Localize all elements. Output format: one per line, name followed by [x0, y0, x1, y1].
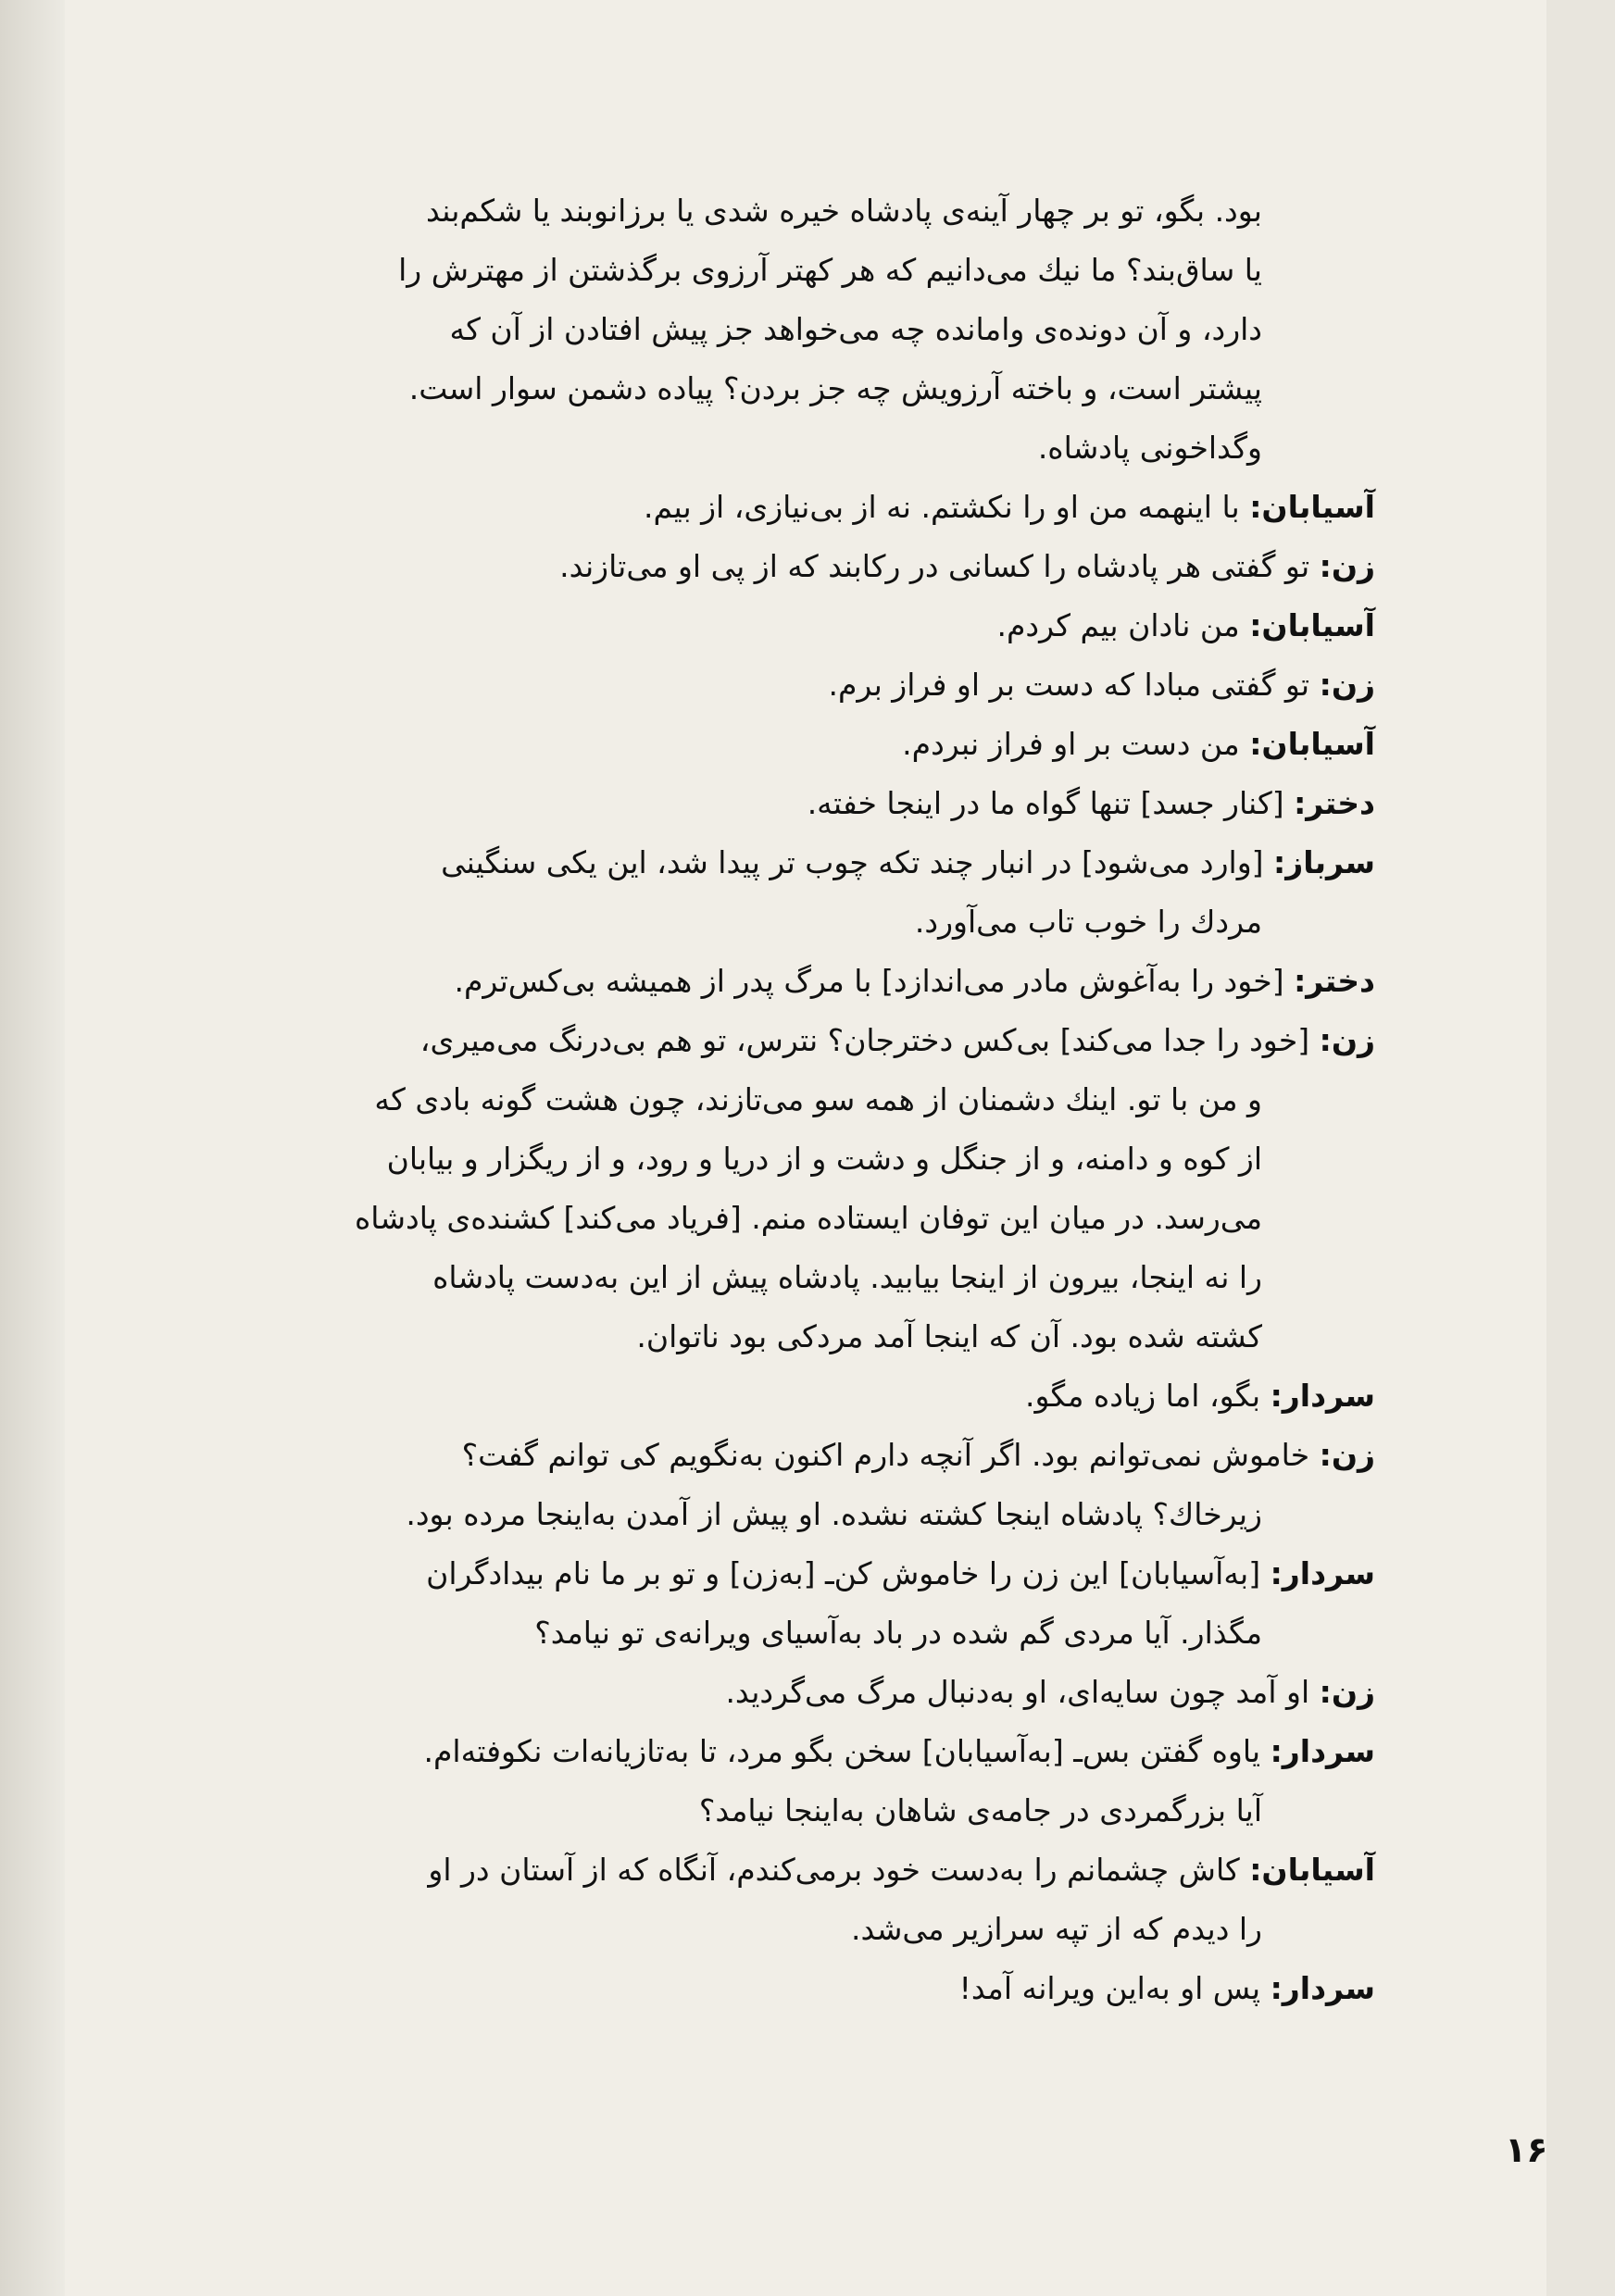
text-line [250, 1129, 1375, 1189]
line-text: [به‌آسیابان] این زن را خاموش کن‌ـ [به‌زن] و تو بر ما نام بیدادگران [426, 1555, 1261, 1591]
line-text: یا ساق‌بند؟ ما نیك می‌دانیم که هر کهتر آرزوی برگذشتن از مهترش را [398, 252, 1262, 288]
text-line [250, 1663, 1375, 1722]
text-line [250, 1722, 1375, 1781]
line-text: را دیدم که از تپه سرازیر می‌شد. [850, 1911, 1262, 1947]
text-line [250, 1781, 1375, 1841]
text-line [250, 1959, 1375, 2018]
line-text: من دست بر او فراز نبردم. [902, 726, 1240, 762]
text-line [250, 1900, 1375, 1959]
line-text: دارد، و آن دونده‌ی وامانده چه می‌خواهد جز پیش افتادن از آن که [449, 311, 1262, 347]
speaker-name: سرباز: [1273, 844, 1375, 880]
text-line [250, 952, 1375, 1011]
speaker-name: آسیابان: [1249, 726, 1375, 762]
line-text: را نه اینجا، بیرون از اینجا بیابید. پادشاه پیش از این به‌دست پادشاه [432, 1259, 1262, 1295]
scan-edge [0, 0, 65, 2296]
text-line [250, 241, 1375, 300]
speaker-name: زن: [1319, 1674, 1375, 1710]
line-text: من نادان بیم کردم. [996, 607, 1240, 643]
speaker-name: آسیابان: [1249, 489, 1375, 525]
speaker-name: زن: [1319, 1022, 1375, 1058]
text-line [250, 1485, 1375, 1544]
line-text: [وارد می‌شود] در انبار چند تکه چوب تر پیدا شد، این یکی سنگینی [441, 844, 1264, 880]
text-line [250, 892, 1375, 952]
line-text: [کنار جسد] تنها گواه ما در اینجا خفته. [807, 785, 1284, 821]
line-text: با اینهمه من او را نکشتم. نه از بی‌نیازی، از بیم. [644, 489, 1240, 525]
speaker-name: دختر: [1294, 785, 1375, 821]
speaker-name: زن: [1319, 1437, 1375, 1473]
line-text: بگو، اما زیاده مگو. [1025, 1378, 1261, 1414]
speaker-name: دختر: [1294, 963, 1375, 999]
text-line [250, 1426, 1375, 1485]
text-line [250, 1011, 1375, 1070]
speaker-name: زن: [1319, 667, 1375, 703]
line-text: مردك را خوب تاب می‌آورد. [914, 904, 1262, 940]
line-text: [خود را جدا می‌کند] بی‌کس دخترجان؟ نترس، تو هم بی‌درنگ می‌میری، [419, 1022, 1310, 1058]
speaker-name: زن: [1319, 548, 1375, 584]
line-text: پس او به‌این ویرانه آمد! [958, 1970, 1261, 2006]
text-line [250, 1248, 1375, 1307]
text-line [250, 1366, 1375, 1426]
text-line [250, 1603, 1375, 1663]
text-line [250, 715, 1375, 774]
text-line [250, 774, 1375, 833]
text-line [250, 1307, 1375, 1366]
text-line [250, 300, 1375, 359]
page-number: ۱۶ [1505, 2129, 1548, 2170]
line-text: [خود را به‌آغوش مادر می‌اندازد] با مرگ پدر از همیشه بی‌کس‌ترم. [454, 963, 1284, 999]
text-line [250, 1070, 1375, 1129]
line-text: بود. بگو، تو بر چهار آینه‌ی پادشاه خیره شدی یا برزانوبند یا شکم‌بند [425, 193, 1262, 229]
speaker-name: آسیابان: [1249, 607, 1375, 643]
line-text: مگذار. آیا مردی گم شده در باد به‌آسیای ویرانه‌ی تو نیامد؟ [534, 1615, 1262, 1651]
line-text: و من با تو. اینك دشمنان از همه سو می‌تازند، چون هشت گونه بادی که [374, 1081, 1262, 1117]
line-text: پیشتر است، و باخته آرزویش چه جز بردن؟ پیاده دشمن سوار است. [408, 370, 1262, 406]
speaker-name: سردار: [1270, 1555, 1375, 1591]
text-line [250, 537, 1375, 596]
speaker-name: سردار: [1270, 1378, 1375, 1414]
speaker-name: سردار: [1270, 1733, 1375, 1769]
line-text: او آمد چون سایه‌ای، او به‌دنبال مرگ می‌گردید. [725, 1674, 1310, 1710]
text-line [250, 655, 1375, 715]
line-text: آیا بزرگمردی در جامه‌ی شاهان به‌اینجا نیامد؟ [698, 1792, 1262, 1828]
text-line [250, 478, 1375, 537]
line-text: یاوه گفتن بس‌ـ [به‌آسیابان] سخن بگو مرد، تا به‌تازیانه‌ات نکوفته‌ام. [423, 1733, 1261, 1769]
text-line [250, 1189, 1375, 1248]
line-text: وگداخونی پادشاه. [1037, 430, 1262, 466]
line-text: کاش چشمانم را به‌دست خود برمی‌کندم، آنگاه که از آستان در او [428, 1852, 1240, 1888]
speaker-name: آسیابان: [1249, 1852, 1375, 1888]
book-page [65, 0, 1546, 2296]
text-line [250, 596, 1375, 655]
text-line [250, 1544, 1375, 1603]
text-line [250, 181, 1375, 241]
line-text: تو گفتی مبادا که دست بر او فراز برم. [828, 667, 1310, 703]
script-text [250, 181, 1375, 2018]
text-line [250, 1841, 1375, 1900]
text-line [250, 359, 1375, 418]
line-text: تو گفتی هر پادشاه را کسانی در رکابند که از پی او می‌تازند. [559, 548, 1310, 584]
line-text: خاموش نمی‌توانم بود. اگر آنچه دارم اکنون به‌نگویم کی توانم گفت؟ [461, 1437, 1310, 1473]
line-text: زیرخاك؟ پادشاه اینجا کشته نشده. او پیش از آمدن به‌اینجا مرده بود. [406, 1496, 1262, 1532]
text-line [250, 833, 1375, 892]
line-text: کشته شده بود. آن که اینجا آمد مردکی بود ناتوان. [636, 1318, 1262, 1354]
line-text: می‌رسد. در میان این توفان ایستاده منم. [فریاد می‌کند] کشنده‌ی پادشاه [355, 1200, 1262, 1236]
speaker-name: سردار: [1270, 1970, 1375, 2006]
text-line [250, 418, 1375, 478]
line-text: از کوه و دامنه، و از جنگل و دشت و از دریا و رود، و از ریگزار و بیابان [386, 1141, 1262, 1177]
